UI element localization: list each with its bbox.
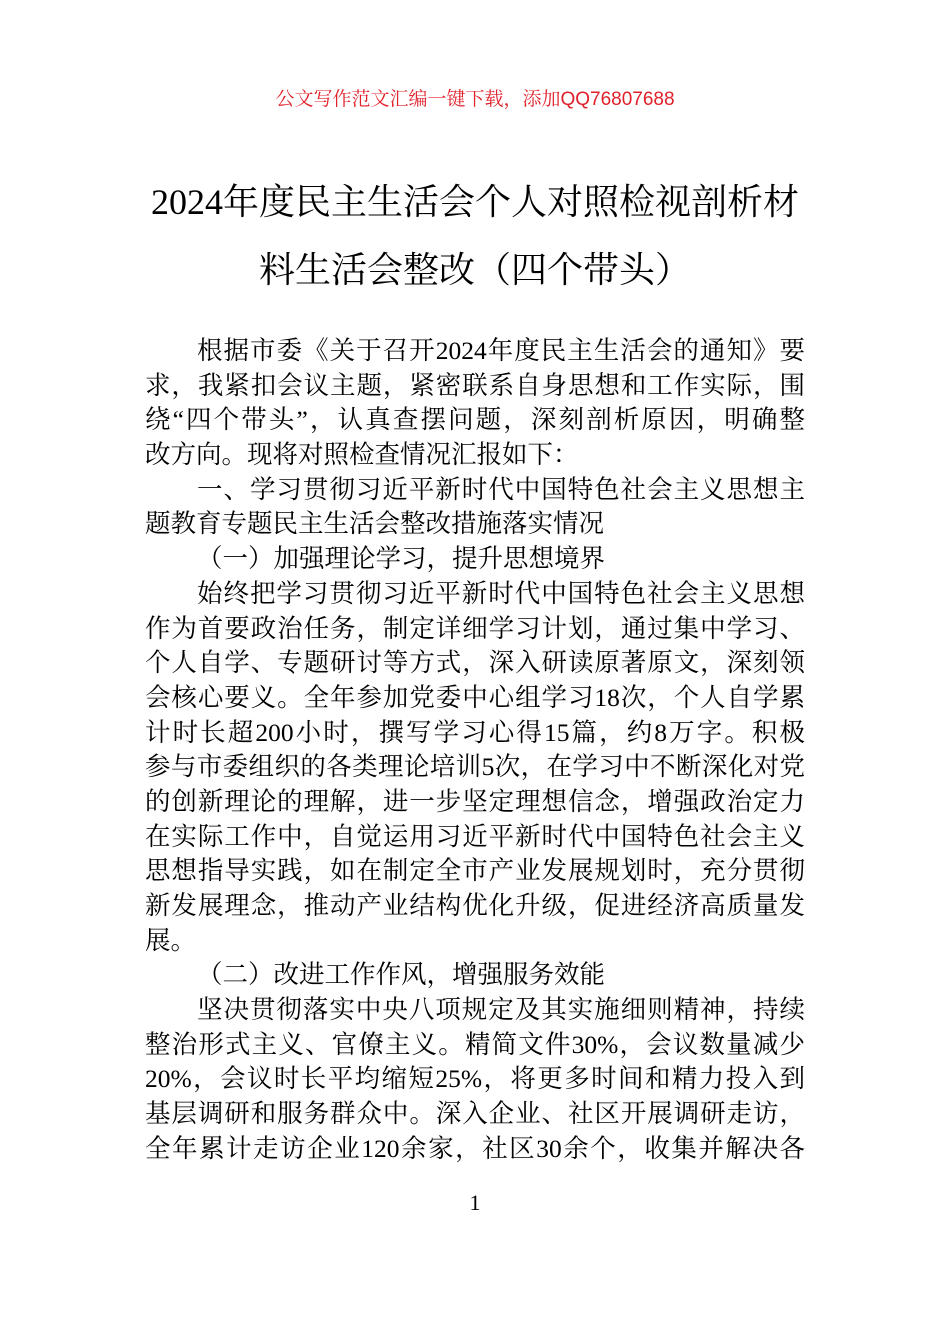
body-text-line: 在实际工作中，自觉运用习近平新时代中国特色社会主义 [145,821,805,851]
body-text-line: （一）加强理论学习，提升思想境界 [197,544,606,574]
body-text-line: 题教育专题民主生活会整改措施落实情况 [145,509,605,539]
body-text-line: 坚决贯彻落实中央八项规定及其实施细则精神，持续 [197,995,805,1025]
body-text-line: 展。 [145,925,197,955]
body-text-line: 个人自学、专题研讨等方式，深入研读原著原文，深刻领 [145,648,805,678]
body-text-line: （二）改进工作作风，增强服务效能 [197,960,606,990]
body-text-line: 思想指导实践，如在制定全市产业发展规划时，充分贯彻 [145,856,805,886]
body-text-line: 基层调研和服务群众中。深入企业、社区开展调研走访， [145,1099,805,1129]
body-text-line: 始终把学习贯彻习近平新时代中国特色社会主义思想 [197,578,805,608]
body-text-line: 根据市委《关于召开2024年度民主生活会的通知》要 [197,336,805,365]
body-text-line: 参与市委组织的各类理论培训5次，在学习中不断深化对党 [145,752,805,782]
promo-header: 公文写作范文汇编一键下载，添加QQ76807688 [275,89,675,110]
body-text-line: 求，我紧扣会议主题，紧密联系自身思想和工作实际，围 [145,370,805,400]
body-text-line: 作为首要政治任务，制定详细学习计划，通过集中学习、 [145,613,805,643]
document-title-line-1: 2024年度民主生活会个人对照检视剖析材 [150,182,799,222]
document-title-line-2: 料生活会整改（四个带头） [258,250,691,290]
body-text-line: 整治形式主义、官僚主义。精简文件30%，会议数量减少 [145,1029,805,1059]
document-body [145,334,805,1167]
page-number: 1 [469,1190,481,1215]
body-text-line: 绕“四个带头”，认真查摆问题，深刻剖析原因，明确整 [145,405,805,435]
body-text-line: 计时长超200小时，撰写学习心得15篇，约8万字。积极 [145,717,805,747]
body-text-line: 会核心要义。全年参加党委中心组学习18次，个人自学累 [145,682,805,712]
body-text-line: 的创新理论的理解，进一步坚定理想信念，增强政治定力 [145,786,805,816]
body-text-line: 一、学习贯彻习近平新时代中国特色社会主义思想主 [197,474,805,504]
body-text-line: 新发展理念，推动产业结构优化升级，促进经济高质量发 [145,891,805,920]
body-text-line: 全年累计走访企业120余家，社区30余个，收集并解决各 [145,1133,805,1163]
body-text-line: 改方向。现将对照检查情况汇报如下： [145,440,579,470]
body-text-line: 20%，会议时长平均缩短25%，将更多时间和精力投入到 [145,1064,805,1094]
